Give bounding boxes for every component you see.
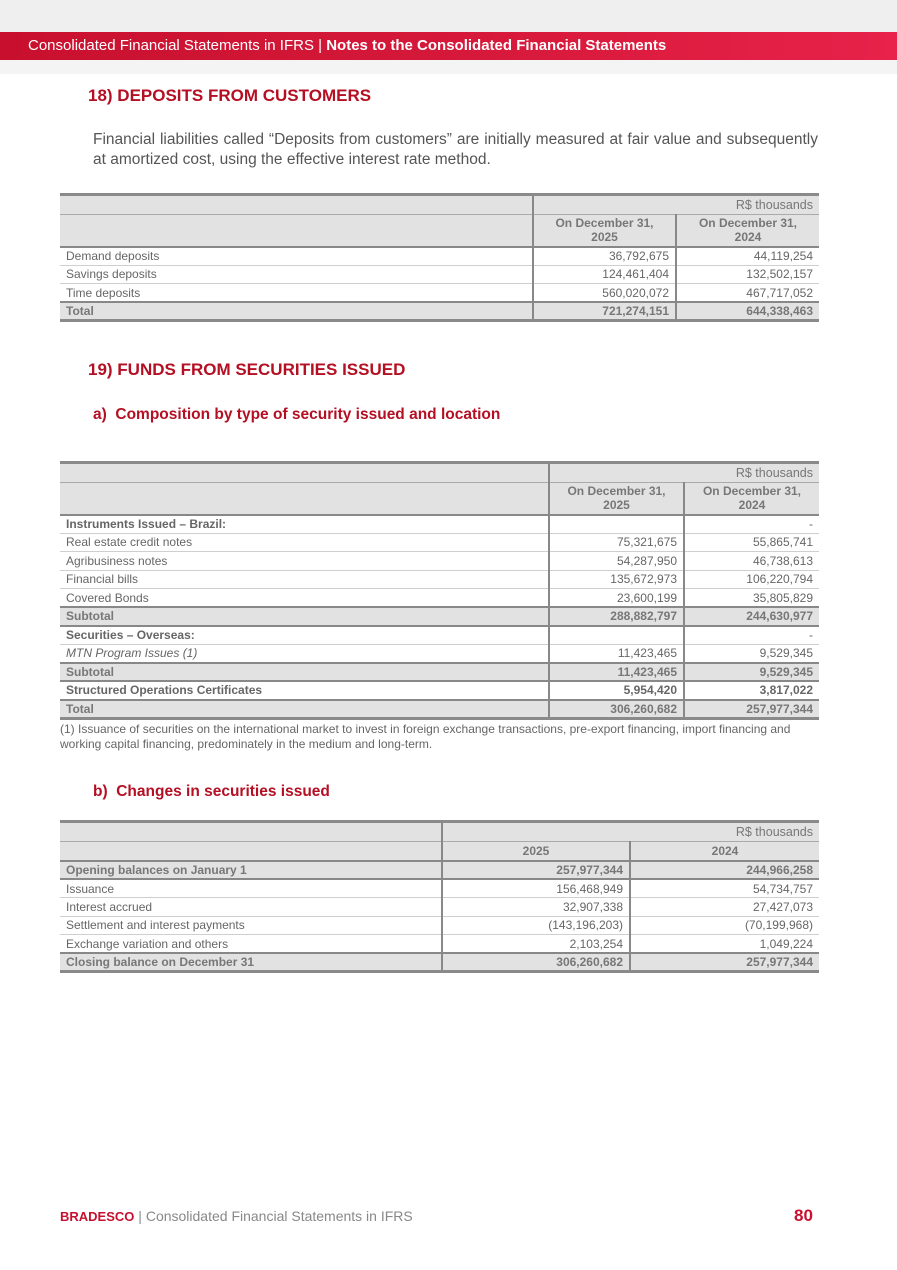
col-header-2024: On December 31, 2024 [676, 215, 819, 247]
row-label: Issuance [60, 879, 442, 898]
header-blank [60, 842, 442, 861]
unit-label: R$ thousands [549, 463, 819, 483]
footer-separator: | [134, 1208, 146, 1224]
section-18-paragraph: Financial liabilities called “Deposits from customers” are initially measured at fair value and subsequently at amortized cost, using the effective interest rate method. [93, 131, 818, 168]
unit-label: R$ thousands [442, 822, 819, 842]
row-label: Settlement and interest payments [60, 916, 442, 935]
row-value-2024: (70,199,968) [630, 916, 819, 935]
subsection-b-title: b) Changes in securities issued [93, 783, 330, 800]
total-label: Total [60, 302, 533, 321]
top-margin [0, 0, 897, 32]
header-blank [60, 483, 549, 515]
row-label: Exchange variation and others [60, 935, 442, 954]
table-row [60, 589, 819, 608]
row-value-2024: - [684, 515, 819, 534]
header-blank [60, 195, 533, 215]
row-value-2025: 135,672,973 [549, 570, 684, 589]
row-value-2024: 9,529,345 [684, 644, 819, 663]
row-value-2025: 11,423,465 [549, 644, 684, 663]
row-value-2025: (143,196,203) [442, 916, 630, 935]
page-number: 80 [794, 1206, 813, 1225]
table-row [60, 644, 819, 663]
row-value-2025: 5,954,420 [549, 681, 684, 700]
row-value-2024: 106,220,794 [684, 570, 819, 589]
subtotal-value-2024: 9,529,345 [684, 663, 819, 682]
header-shadow [0, 60, 897, 74]
table-row [60, 681, 819, 700]
total-value-2024: 257,977,344 [684, 700, 819, 719]
col-header-2025: On December 31, 2025 [533, 215, 676, 247]
deposits-table [60, 193, 819, 322]
page-footer [60, 1208, 413, 1224]
row-value-2024: 1,049,224 [630, 935, 819, 954]
row-label: Interest accrued [60, 898, 442, 917]
header-blank [60, 215, 533, 247]
total-value-2025: 306,260,682 [549, 700, 684, 719]
row-label: Savings deposits [60, 265, 533, 284]
header-section-title: Notes to the Consolidated Financial Statements [326, 37, 667, 54]
total-value-2025: 721,274,151 [533, 302, 676, 321]
subtotal-label: Subtotal [60, 663, 549, 682]
row-label: Time deposits [60, 284, 533, 303]
col-header-2024: 2024 [630, 842, 819, 861]
row-value-2024: 467,717,052 [676, 284, 819, 303]
subtotal-row [60, 663, 819, 682]
row-label: Demand deposits [60, 247, 533, 266]
section-row-brazil [60, 515, 819, 534]
row-label: Covered Bonds [60, 589, 549, 608]
row-value-2025: 124,461,404 [533, 265, 676, 284]
row-label: Instruments Issued – Brazil: [60, 515, 549, 534]
row-value-2025: 36,792,675 [533, 247, 676, 266]
table-row [60, 570, 819, 589]
footer-brand: BRADESCO [60, 1209, 135, 1224]
row-label: Structured Operations Certificates [60, 681, 549, 700]
row-value-2025: 2,103,254 [442, 935, 630, 954]
col-header-2025: 2025 [442, 842, 630, 861]
row-value-2025: 23,600,199 [549, 589, 684, 608]
section-row-overseas [60, 626, 819, 645]
row-value-2025 [549, 515, 684, 534]
subtotal-label: Subtotal [60, 607, 549, 626]
footer-doc-title: Consolidated Financial Statements in IFRS [145, 1208, 413, 1224]
row-label: Financial bills [60, 570, 549, 589]
row-label: Agribusiness notes [60, 552, 549, 571]
row-value-2024: 46,738,613 [684, 552, 819, 571]
col-header-2024: On December 31, 2024 [684, 483, 819, 515]
header-blank [60, 822, 442, 842]
subsection-a-title: a) Composition by type of security issued and location [93, 406, 501, 423]
header-doc-title: Consolidated Financial Statements in IFRS | [28, 37, 327, 54]
table-row [60, 879, 819, 898]
row-label: MTN Program Issues (1) [60, 644, 549, 663]
row-value-2024: 3,817,022 [684, 681, 819, 700]
subtotal-value-2024: 244,630,977 [684, 607, 819, 626]
subtotal-row [60, 607, 819, 626]
row-value-2024: 257,977,344 [630, 953, 819, 972]
securities-changes-table [60, 820, 819, 973]
subtotal-value-2025: 11,423,465 [549, 663, 684, 682]
row-value-2025: 54,287,950 [549, 552, 684, 571]
row-value-2024: 55,865,741 [684, 533, 819, 552]
row-value-2025: 32,907,338 [442, 898, 630, 917]
row-value-2025: 75,321,675 [549, 533, 684, 552]
row-label: Securities – Overseas: [60, 626, 549, 645]
section-18-title: 18) DEPOSITS FROM CUSTOMERS [88, 86, 372, 105]
closing-row [60, 953, 819, 972]
row-value-2024: 27,427,073 [630, 898, 819, 917]
table-row [60, 916, 819, 935]
table-row [60, 265, 819, 284]
section-19-title: 19) FUNDS FROM SECURITIES ISSUED [88, 360, 406, 379]
row-label: Real estate credit notes [60, 533, 549, 552]
table-row [60, 898, 819, 917]
row-value-2024: 54,734,757 [630, 879, 819, 898]
row-value-2024: 132,502,157 [676, 265, 819, 284]
total-row [60, 302, 819, 321]
row-value-2024: 244,966,258 [630, 861, 819, 880]
total-value-2024: 644,338,463 [676, 302, 819, 321]
row-value-2025: 306,260,682 [442, 953, 630, 972]
col-header-2025: On December 31, 2025 [549, 483, 684, 515]
footnote: (1) Issuance of securities on the international market to invest in foreign exchange transactions, pre-export financing, import financing and working capital financing, predominately in the medium and long-term. [60, 722, 791, 751]
total-row [60, 700, 819, 719]
table-row [60, 533, 819, 552]
subtotal-value-2025: 288,882,797 [549, 607, 684, 626]
row-value-2025: 257,977,344 [442, 861, 630, 880]
opening-row [60, 861, 819, 880]
row-value-2024: 35,805,829 [684, 589, 819, 608]
page-header-band [0, 32, 897, 60]
table-row [60, 247, 819, 266]
row-value-2025: 156,468,949 [442, 879, 630, 898]
row-value-2024: - [684, 626, 819, 645]
header-blank [60, 463, 549, 483]
row-value-2025: 560,020,072 [533, 284, 676, 303]
row-label: Opening balances on January 1 [60, 861, 442, 880]
row-value-2024: 44,119,254 [676, 247, 819, 266]
table-row [60, 552, 819, 571]
securities-composition-table [60, 461, 819, 720]
row-label: Closing balance on December 31 [60, 953, 442, 972]
table-row [60, 284, 819, 303]
total-label: Total [60, 700, 549, 719]
table-row [60, 935, 819, 954]
unit-label: R$ thousands [533, 195, 819, 215]
row-value-2025 [549, 626, 684, 645]
